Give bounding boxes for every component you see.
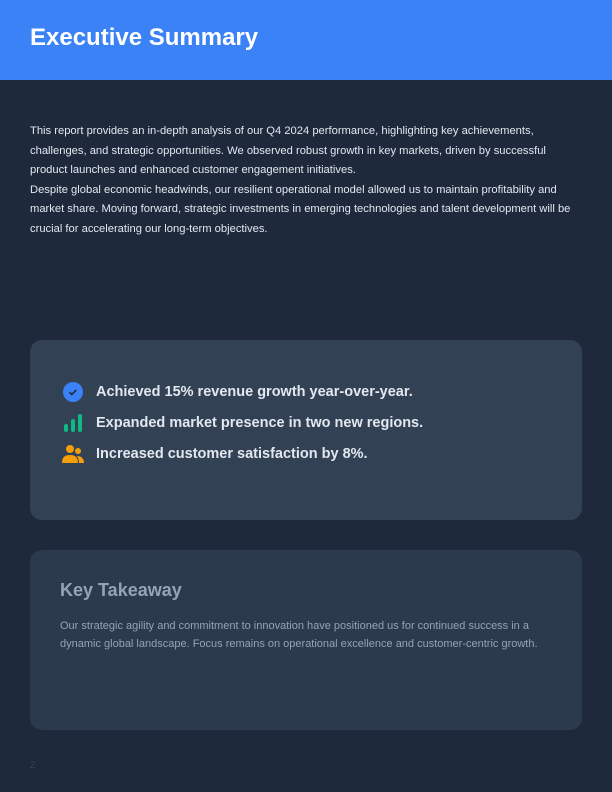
page-header — [0, 0, 612, 80]
intro-paragraph: Despite global economic headwinds, our resilient operational model allowed us to maintain profitability and market share. Moving forward, strategic investments in emerging technologies and talent development will be crucial for accelerating our long-term objectives. — [30, 183, 571, 235]
highlight-item — [62, 434, 550, 473]
page-title: Executive Summary — [30, 24, 259, 51]
intro-paragraph: This report provides an in-depth analysis of our Q4 2024 performance, highlighting key achievements, challenges, and strategic opportunities. We observed robust growth in key markets, driven by successful product launches and enhanced customer engagement initiatives. — [30, 125, 546, 176]
bar-chart-icon — [62, 412, 84, 434]
takeaway-body: Our strategic agility and commitment to innovation have positioned us for continued success in a dynamic global landscape. Focus remains on operational excellence and customer-centric growth. — [60, 620, 538, 650]
check-circle-icon — [62, 381, 84, 403]
highlight-text: Expanded market presence in two new regions. — [96, 414, 424, 431]
users-icon — [62, 443, 84, 465]
takeaway-title: Key Takeaway — [60, 580, 182, 600]
highlight-text: Achieved 15% revenue growth year-over-year. — [96, 383, 413, 400]
key-takeaway-card — [30, 550, 582, 730]
highlights-card — [30, 340, 582, 520]
intro-text — [30, 122, 580, 239]
page-number: 2 — [30, 760, 36, 771]
highlight-text: Increased customer satisfaction by 8%. — [96, 445, 368, 462]
